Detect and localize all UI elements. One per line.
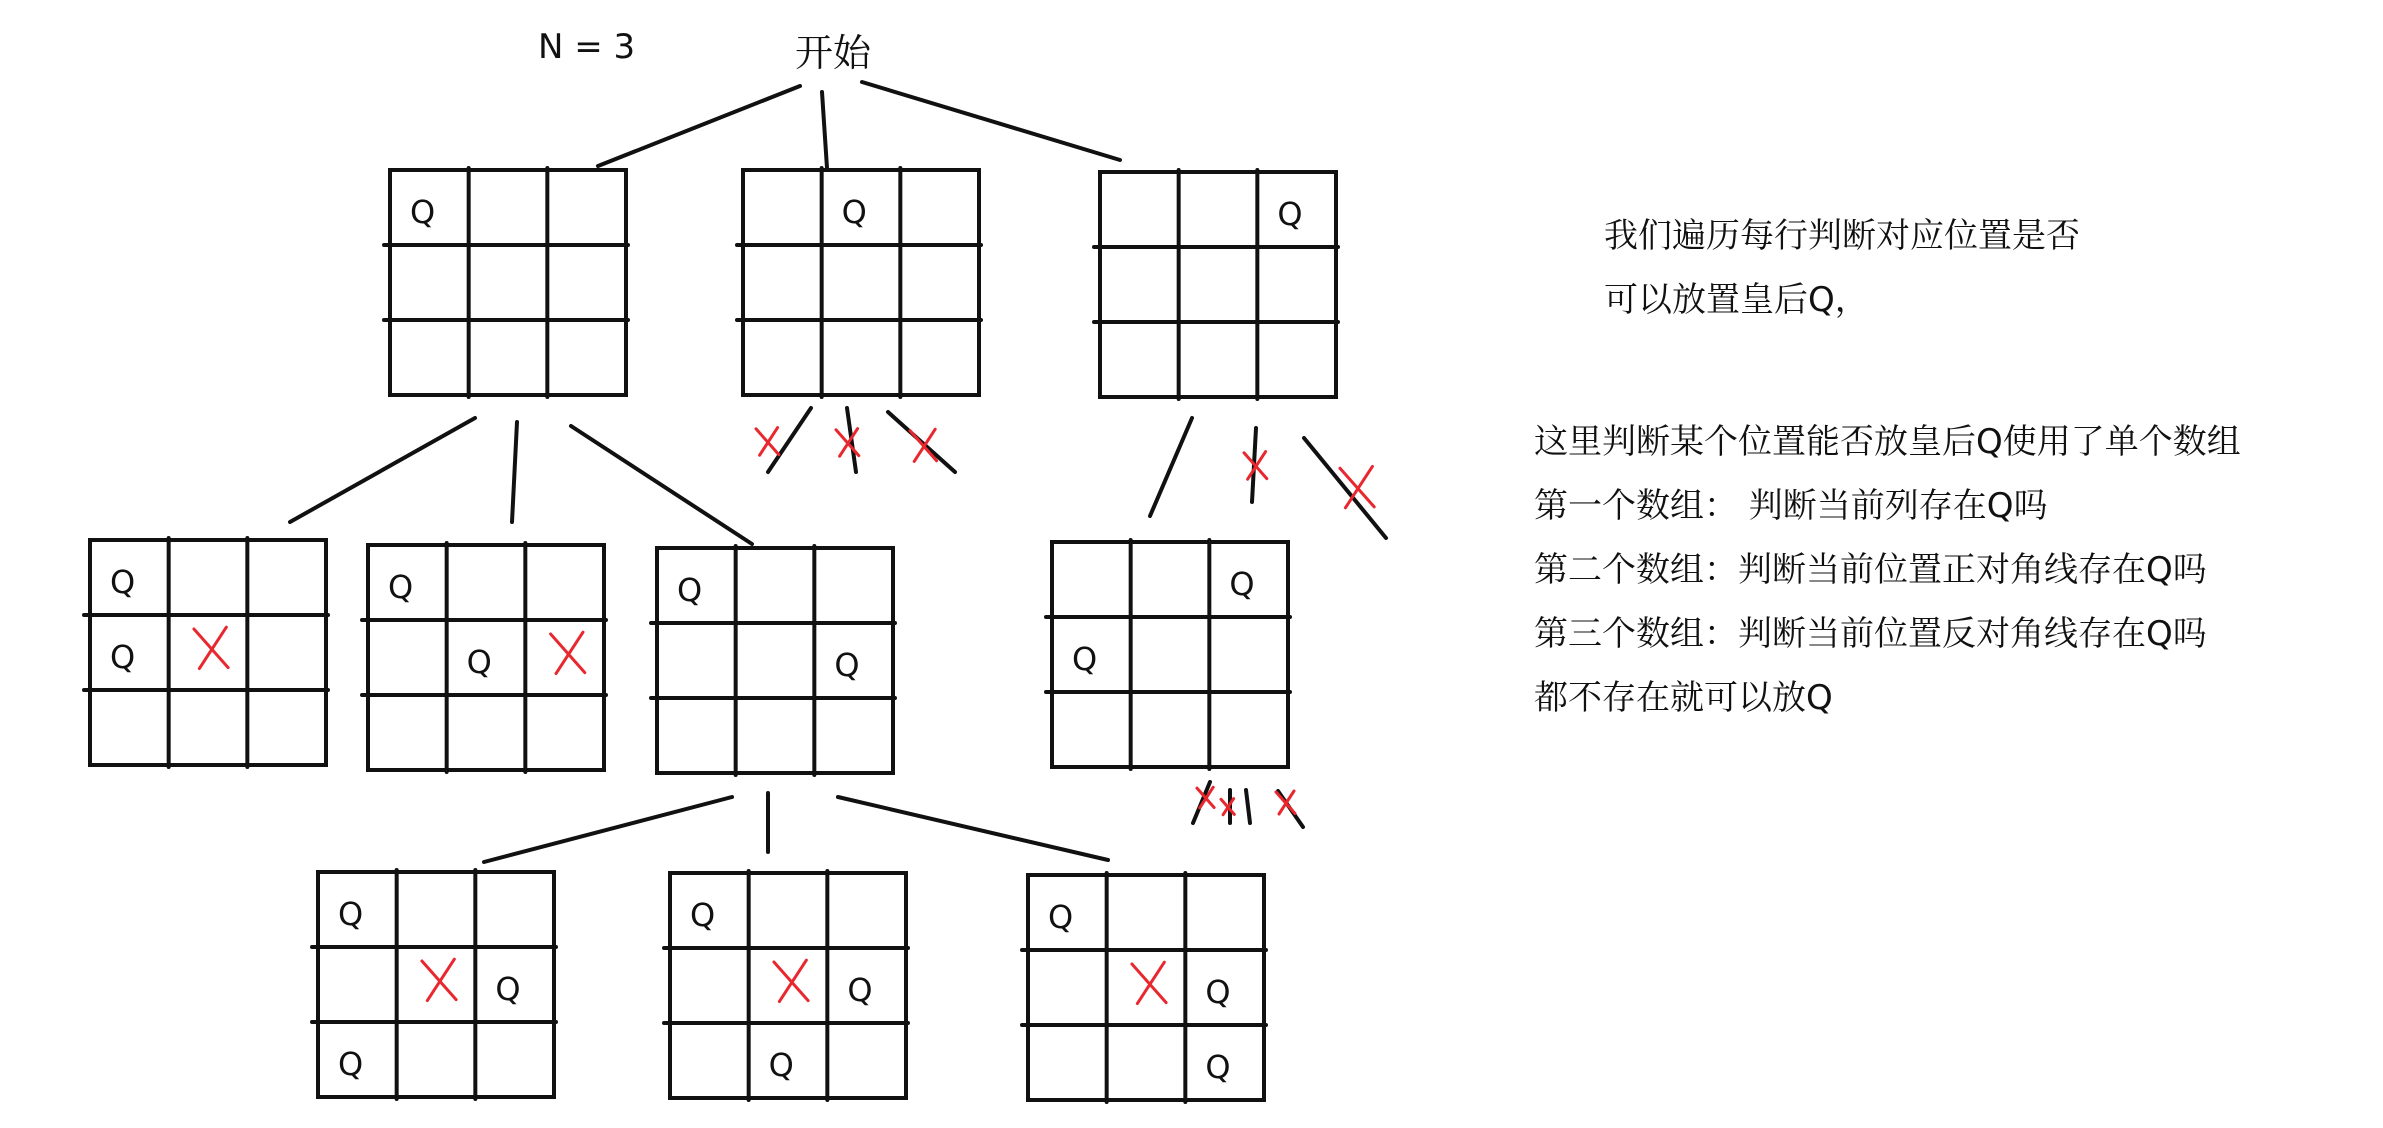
- pruned-branch: [768, 408, 811, 472]
- start-label: 开始: [795, 31, 872, 75]
- pruned-cross: [1221, 799, 1234, 815]
- board-l1-a: [384, 168, 628, 397]
- tree-edge: [1150, 418, 1192, 516]
- board-l2-b: [362, 543, 606, 772]
- tree-edge: [571, 426, 752, 544]
- tree-edge: [822, 92, 827, 168]
- tree-edge: [512, 422, 517, 522]
- queen-mark: Q: [1205, 973, 1231, 1011]
- notes-detail-line-3: 第二个数组：判断当前位置正对角线存在Q吗: [1534, 550, 2207, 590]
- queen-mark: Q: [338, 1045, 364, 1083]
- tree-edge: [838, 797, 1108, 860]
- board-l2-c: [651, 546, 895, 775]
- queen-mark: Q: [841, 193, 867, 231]
- board-l3-c: [1022, 873, 1266, 1102]
- board-l1-c: [1094, 170, 1338, 399]
- queen-mark: Q: [847, 971, 873, 1009]
- queen-mark: Q: [1277, 195, 1303, 233]
- notes-intro-line-1: 我们遍历每行判断对应位置是否: [1604, 216, 2080, 256]
- notes-detail-line-5: 都不存在就可以放Q: [1534, 678, 1833, 718]
- queen-mark: Q: [466, 643, 492, 681]
- board-l3-b: [664, 871, 908, 1100]
- queen-mark: Q: [690, 896, 716, 934]
- tree-edge: [598, 86, 800, 166]
- tree-edge: [862, 82, 1120, 160]
- pruned-branch: [1246, 790, 1250, 823]
- queen-mark: Q: [388, 568, 414, 606]
- conflict-cross: [422, 959, 456, 1000]
- tree-edge: [290, 418, 475, 522]
- pruned-cross: [836, 429, 859, 457]
- pruned-cross: [1276, 791, 1295, 814]
- queen-mark: Q: [677, 571, 703, 609]
- queen-mark: Q: [338, 895, 364, 933]
- queen-mark: Q: [1229, 565, 1255, 603]
- conflict-cross: [1132, 962, 1166, 1003]
- pruned-cross: [910, 429, 937, 461]
- conflict-cross: [551, 632, 585, 673]
- notes-detail-line-4: 第三个数组：判断当前位置反对角线存在Q吗: [1534, 614, 2207, 654]
- tree-edge: [484, 797, 732, 862]
- board-l2-a: [84, 538, 328, 767]
- board-l2-d: [1046, 540, 1290, 769]
- queen-mark: Q: [410, 193, 436, 231]
- pruned-cross: [756, 428, 779, 456]
- queen-mark: Q: [834, 646, 860, 684]
- queen-mark: Q: [768, 1046, 794, 1084]
- boards-layer: [84, 168, 1338, 1102]
- queen-mark: Q: [1048, 898, 1074, 936]
- queen-mark: Q: [1205, 1048, 1231, 1086]
- queen-mark: Q: [495, 970, 521, 1008]
- board-l3-a: [312, 870, 556, 1099]
- conflict-cross: [774, 960, 808, 1001]
- notes-panel: [1534, 204, 2374, 730]
- n-label: N = 3: [538, 27, 636, 67]
- notes-intro-line-2: 可以放置皇后Q，: [1604, 280, 1869, 320]
- conflict-cross: [194, 627, 228, 668]
- queen-mark: Q: [1072, 640, 1098, 678]
- queen-mark: Q: [110, 638, 136, 676]
- notes-detail-line-2: 第一个数组： 判断当前列存在Q吗: [1534, 486, 2048, 526]
- board-l1-b: [737, 168, 981, 397]
- queen-mark: Q: [110, 563, 136, 601]
- notes-detail-line-1: 这里判断某个位置能否放皇后Q使用了单个数组: [1534, 422, 2241, 462]
- pruned-branch: [1304, 438, 1386, 538]
